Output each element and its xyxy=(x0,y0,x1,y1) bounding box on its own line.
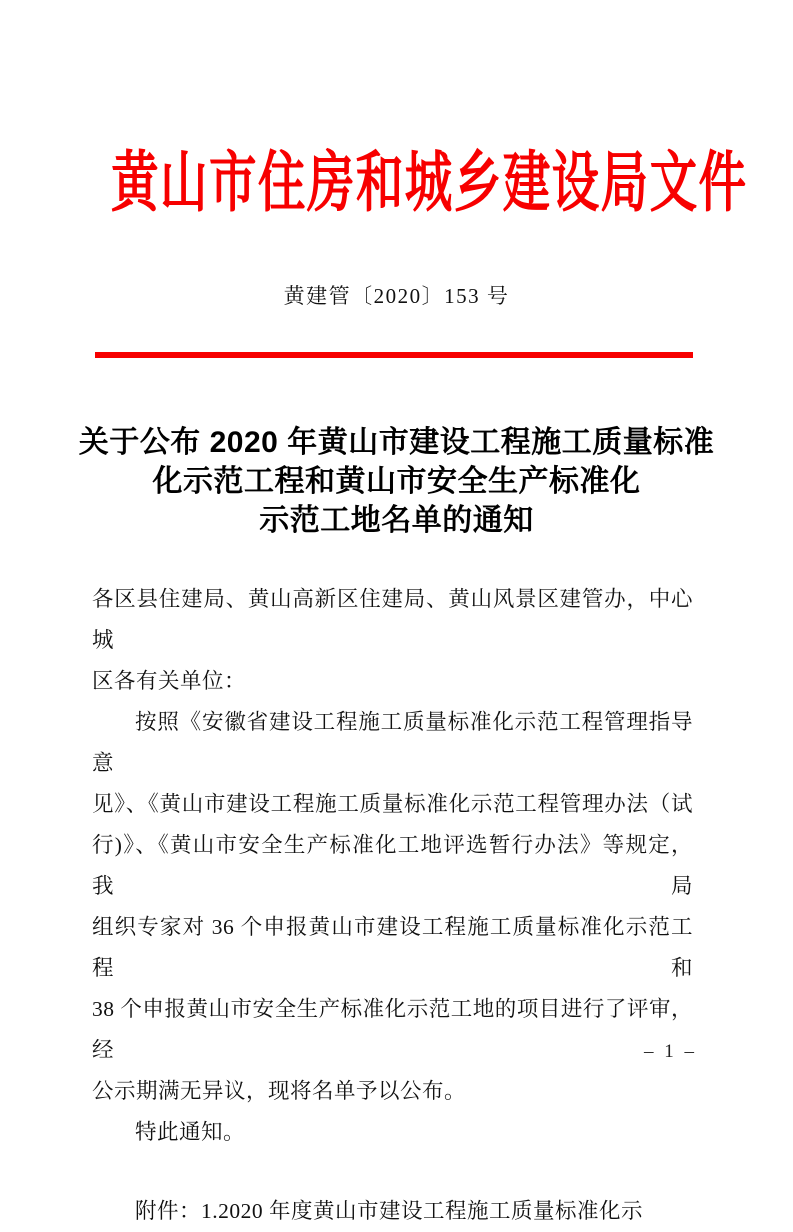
body-line: 公示期满无异议，现将名单予以公布。 xyxy=(92,1079,467,1103)
body-line: 38 个申报黄山市安全生产标准化示范工地的项目进行了评审，经 xyxy=(92,997,693,1062)
body-line: 按照《安徽省建设工程施工质量标准化示范工程管理指导意 xyxy=(92,710,693,775)
body-line: 行)》、《黄山市安全生产标准化工地评选暂行办法》等规定，我局 xyxy=(92,833,693,898)
document-title xyxy=(0,423,793,540)
attachment-line: 附件：1.2020 年度黄山市建设工程施工质量标准化示 xyxy=(135,1199,644,1223)
document-number: 黄建管〔2020〕153 号 xyxy=(283,284,510,308)
body-line: 区各有关单位： xyxy=(92,669,247,693)
page-number: – 1 – xyxy=(644,1041,697,1062)
body-line: 各区县住建局、黄山高新区住建局、黄山风景区建管办，中心城 xyxy=(92,587,693,652)
document-body xyxy=(92,579,693,1232)
title-line-3: 示范工地名单的通知 xyxy=(259,504,534,537)
red-divider-rule xyxy=(95,352,693,358)
title-line-2: 化示范工程和黄山市安全生产标准化 xyxy=(152,465,641,498)
body-line: 见》、《黄山市建设工程施工质量标准化示范工程管理办法（试 xyxy=(92,792,693,816)
body-line: 特此通知。 xyxy=(135,1120,246,1144)
body-line: 组织专家对 36 个申报黄山市建设工程施工质量标准化示范工程和 xyxy=(92,915,693,980)
title-line-1: 关于公布 2020 年黄山市建设工程施工质量标准 xyxy=(78,426,715,459)
letterhead-banner: 黄山市住房和城乡建设局文件 xyxy=(111,147,748,220)
